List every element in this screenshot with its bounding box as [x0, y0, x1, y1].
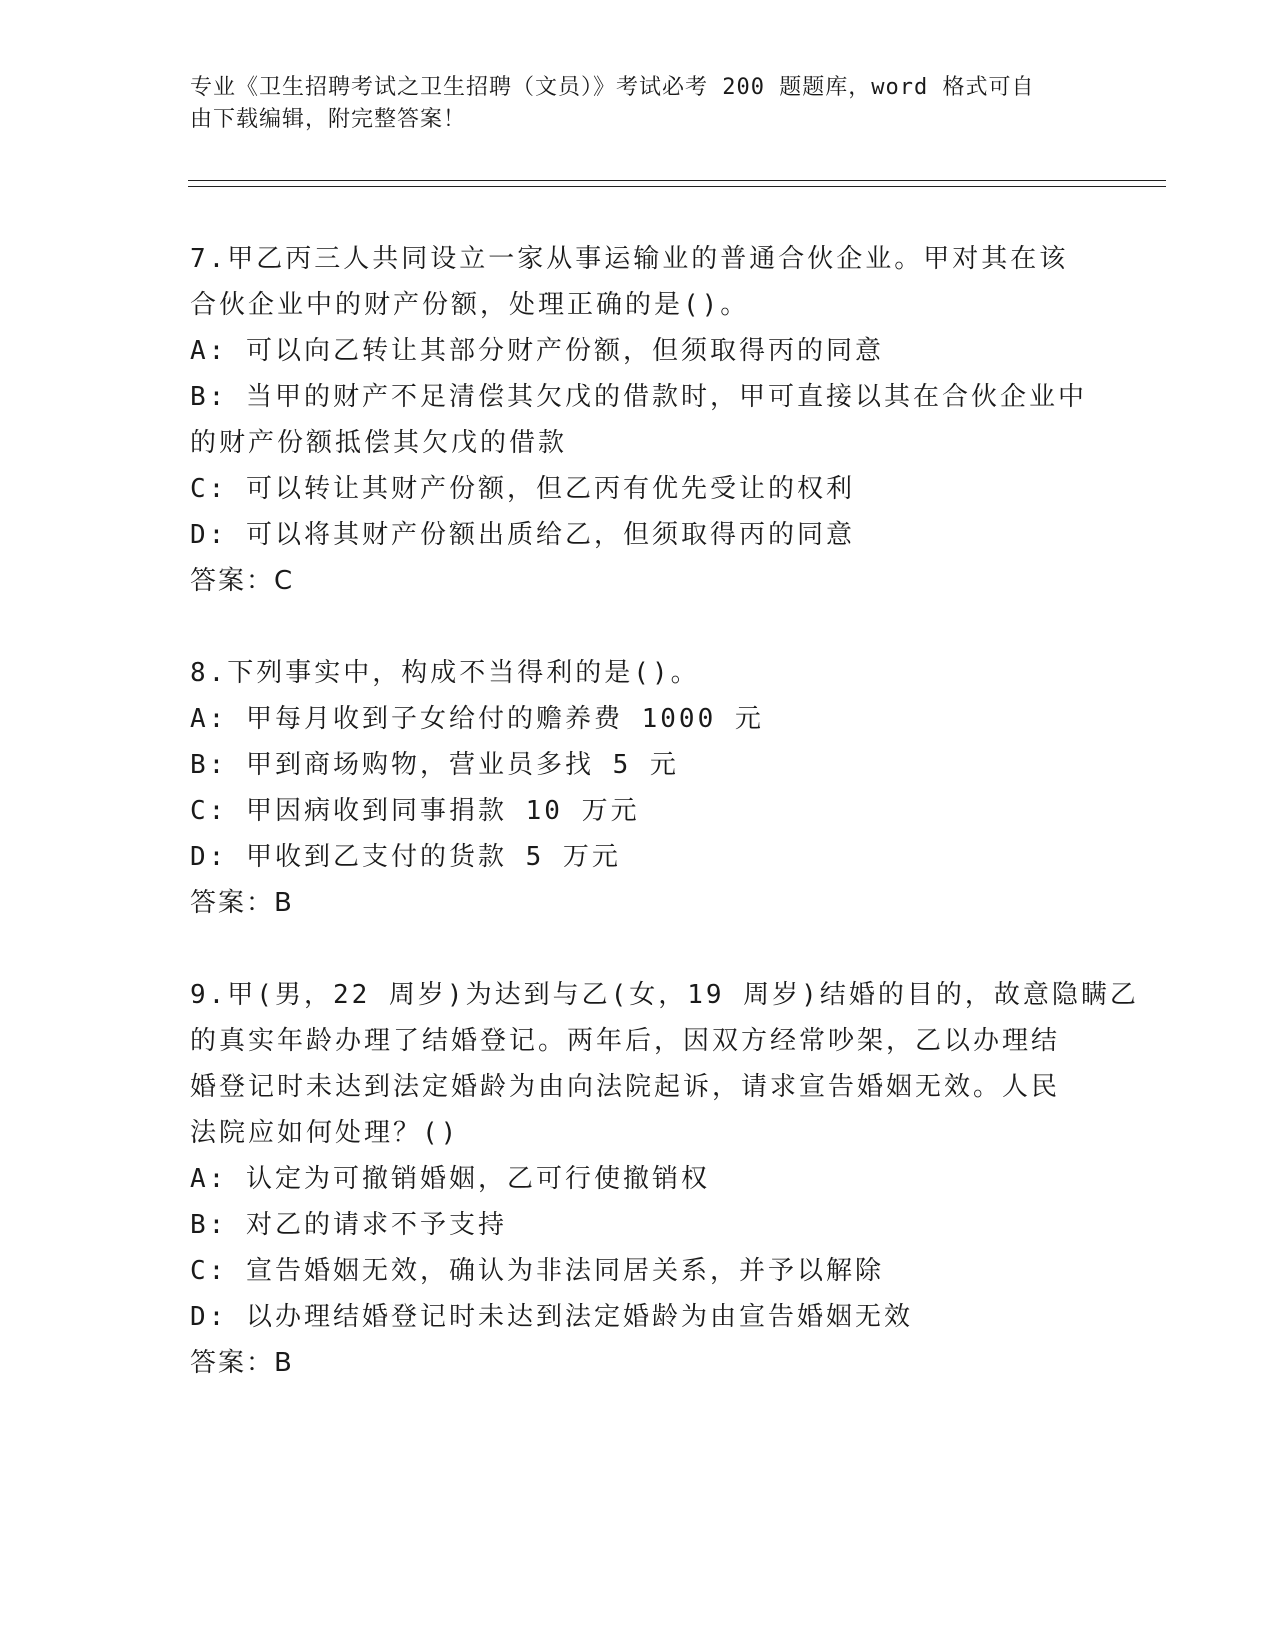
document-header — [190, 72, 1090, 136]
question-stem-line: 7.甲乙丙三人共同设立一家从事运输业的普通合伙企业。甲对其在该 — [190, 244, 1069, 274]
answer: 答案：B — [190, 1348, 294, 1378]
question-stem-line: 法院应如何处理？() — [190, 1118, 460, 1148]
question-8 — [190, 650, 1190, 926]
answer: 答案：C — [190, 566, 295, 596]
option-a: A: 认定为可撤销婚姻，乙可行使撤销权 — [190, 1164, 710, 1194]
option-b: B: 对乙的请求不予支持 — [190, 1210, 507, 1240]
question-stem-line: 9.甲(男，22 周岁)为达到与乙(女，19 周岁)结婚的目的，故意隐瞒乙 — [190, 980, 1139, 1010]
option-d: D: 甲收到乙支付的货款 5 万元 — [190, 842, 621, 872]
option-b: B: 甲到商场购物，营业员多找 5 元 — [190, 750, 679, 780]
question-9 — [190, 972, 1190, 1386]
option-d: D: 可以将其财产份额出质给乙，但须取得丙的同意 — [190, 520, 855, 550]
header-line: 专业《卫生招聘考试之卫生招聘（文员）》考试必考 200 题题库，word 格式可自 — [190, 75, 1035, 100]
option-b-continued: 的财产份额抵偿其欠戊的借款 — [190, 428, 568, 458]
option-d: D: 以办理结婚登记时未达到法定婚龄为由宣告婚姻无效 — [190, 1302, 913, 1332]
option-a: A: 甲每月收到子女给付的赡养费 1000 元 — [190, 704, 764, 734]
option-c: C: 宣告婚姻无效，确认为非法同居关系，并予以解除 — [190, 1256, 884, 1286]
header-divider — [188, 186, 1166, 187]
question-stem-line: 婚登记时未达到法定婚龄为由向法院起诉，请求宣告婚姻无效。人民 — [190, 1072, 1061, 1102]
question-stem-line: 合伙企业中的财产份额，处理正确的是()。 — [190, 290, 750, 320]
header-divider — [188, 180, 1166, 181]
question-7 — [190, 236, 1190, 604]
question-stem-line: 的真实年龄办理了结婚登记。两年后，因双方经常吵架，乙以办理结 — [190, 1026, 1061, 1056]
question-stem-line: 8.下列事实中，构成不当得利的是()。 — [190, 658, 700, 688]
option-b: B: 当甲的财产不足清偿其欠戊的借款时，甲可直接以其在合伙企业中 — [190, 382, 1087, 412]
header-line: 由下载编辑，附完整答案！ — [190, 107, 467, 132]
answer: 答案：B — [190, 888, 294, 918]
option-c: C: 可以转让其财产份额，但乙丙有优先受让的权利 — [190, 474, 855, 504]
question-list — [190, 236, 1190, 1432]
option-a: A: 可以向乙转让其部分财产份额，但须取得丙的同意 — [190, 336, 884, 366]
option-c: C: 甲因病收到同事捐款 10 万元 — [190, 796, 640, 826]
